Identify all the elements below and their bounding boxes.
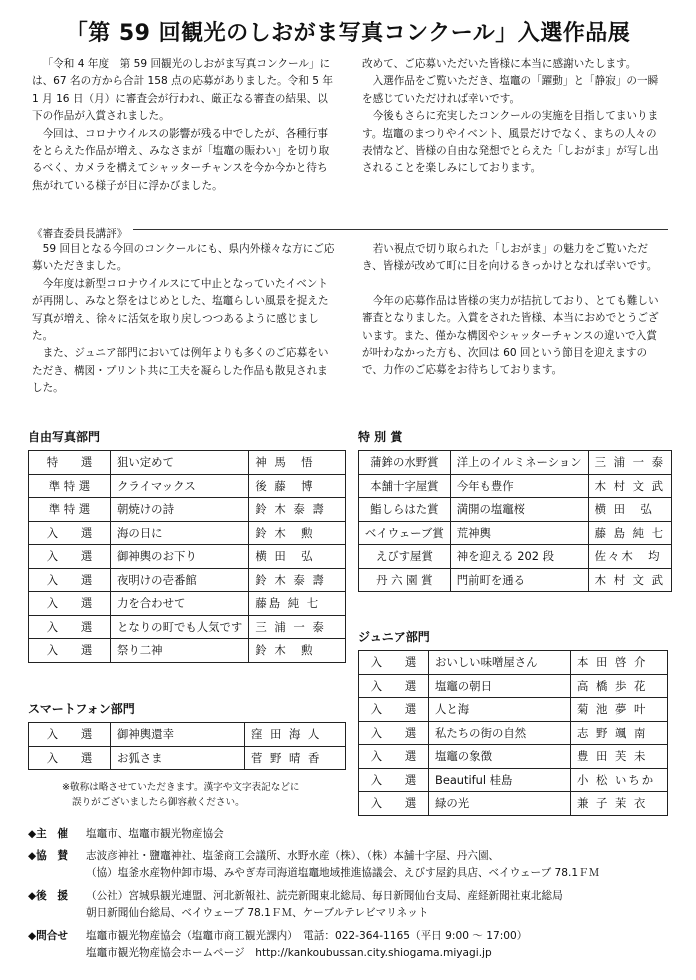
- work-title-cell: 祭り二神: [111, 639, 249, 663]
- table-row: [359, 792, 668, 816]
- award-cell: 入 選: [359, 745, 429, 769]
- work-title-cell: 人と海: [429, 698, 571, 722]
- special-table: [358, 450, 672, 592]
- award-cell: 鮨しらはた賞: [359, 498, 451, 522]
- author-cell: 鈴 木 勲: [249, 639, 346, 663]
- table-row: [359, 698, 668, 722]
- review-paragraph: また、ジュニア部門においては例年よりも多くのご応募をいただき、構図・プリント共に工夫を凝らした作品も散見されました。: [32, 347, 329, 395]
- work-title-cell: お狐さま: [111, 746, 245, 770]
- smartphone-section-title: スマートフォン部門: [28, 702, 135, 716]
- junior-section-title: ジュニア部門: [358, 630, 430, 644]
- table-row: [359, 474, 672, 498]
- author-cell: 後 藤 博: [249, 474, 346, 498]
- work-title-cell: 御神輿還幸: [111, 723, 245, 747]
- table-row: [359, 545, 672, 569]
- award-cell: 入 選: [29, 639, 111, 663]
- table-row: [359, 745, 668, 769]
- table-row: [359, 521, 672, 545]
- work-title-cell: 今年も豊作: [450, 474, 588, 498]
- table-row: [29, 474, 346, 498]
- page-title: 「第 59 回観光のしおがま写真コンクール」入選作品展: [65, 21, 631, 46]
- author-cell: 兼 子 茉 衣: [571, 792, 668, 816]
- author-cell: 高 橋 歩 花: [571, 674, 668, 698]
- author-cell: 三 浦 一 泰: [249, 615, 346, 639]
- info-support: [28, 888, 563, 922]
- author-cell: 藤 島 純 七: [588, 521, 671, 545]
- table-row: [29, 568, 346, 592]
- award-cell: 蒲鉾の水野賞: [359, 451, 451, 475]
- review-paragraph: 今年の応募作品は皆様の実力が拮抗しており、とても難しい審査となりました。入賞をされた皆様、本当におめでとうございます。また、僅かな構図やシャッターチャンスの違いで入賞が叶わなかった方も、次回は 60 回という節目を迎えますので、力作のご応募をお待ちしております。: [362, 294, 659, 377]
- table-row: [29, 545, 346, 569]
- review-left: [32, 241, 337, 398]
- table-row: [359, 451, 672, 475]
- award-cell: えびす屋賞: [359, 545, 451, 569]
- author-cell: 菅 野 晴 香: [245, 746, 346, 770]
- review-paragraph: 今年度は新型コロナウイルスにて中止となっていたイベントが再開し、みなと祭をはじめとした、塩竈らしい風景を捉えた写真が増え、徐々に活気を取り戻しつつあるように感じました。: [32, 277, 329, 343]
- work-title-cell: 神を迎える 202 段: [450, 545, 588, 569]
- work-title-cell: 門前町を通る: [450, 568, 588, 592]
- author-cell: 横 田 弘: [588, 498, 671, 522]
- award-cell: 丹 六 園 賞: [359, 568, 451, 592]
- free-section-title: 自由写真部門: [28, 430, 101, 444]
- work-title-cell: 緑の光: [429, 792, 571, 816]
- table-row: [29, 498, 346, 522]
- intro-paragraph: 「令和 4 年度 第 59 回観光のしおがま写真コンクール」には、67 名の方から合計 158 点の応募がありました。令和 5 年 1 月 16 日（月）に審査会が行われ、厳正なる審査の結果、以下の作品が入賞されました。: [32, 58, 333, 123]
- intro-right: [362, 56, 667, 178]
- info-organizer: [28, 826, 224, 843]
- author-cell: 神 馬 悟: [249, 451, 346, 475]
- author-cell: 志 野 颯 南: [571, 721, 668, 745]
- info-line: 朝日新聞仙台総局、ベイウェーブ 78.1ＦＭ、ケーブルテレビマリネット: [86, 907, 429, 919]
- info-line: 塩竈市観光物産協会（塩竈市商工観光課内） 電話：022-364-1165（平日 9:00 ～ 17:00）: [86, 930, 528, 942]
- award-cell: 入 選: [29, 592, 111, 616]
- award-cell: 入 選: [29, 521, 111, 545]
- author-cell: 木 村 文 武: [588, 568, 671, 592]
- special-section-title: 特 別 賞: [358, 430, 403, 444]
- info-line: （公社）宮城県観光連盟、河北新報社、読売新聞東北総局、毎日新聞仙台支局、産経新聞社東北総局: [86, 890, 563, 902]
- author-cell: 藤島 純 七: [249, 592, 346, 616]
- info-label: ◆協 賛: [28, 850, 68, 862]
- author-cell: 木 村 文 武: [588, 474, 671, 498]
- intro-paragraph: 入選作品をご覧いただき、塩竈の「躍動」と「静寂」の一瞬を感じていただければ幸いです。: [362, 75, 659, 105]
- author-cell: 本 田 啓 介: [571, 651, 668, 675]
- intro-paragraph: 今後もさらに充実したコンクールの実施を目指してまいります。塩竈のまつりやイベント、風景だけでなく、まちの人々の表情など、皆様の自由な発想でとらえた「しおがま」が写し出されることを楽しみにしております。: [362, 110, 659, 175]
- award-cell: 入 選: [29, 615, 111, 639]
- review-heading: [32, 222, 668, 240]
- award-cell: 特 選: [29, 451, 111, 475]
- award-cell: 入 選: [359, 651, 429, 675]
- table-row: [359, 674, 668, 698]
- author-cell: 鈴 木 勲: [249, 521, 346, 545]
- info-line: 塩竈市、塩竈市観光物産協会: [86, 828, 224, 840]
- info-contact: [28, 928, 527, 962]
- table-row: [29, 451, 346, 475]
- table-row: [29, 746, 346, 770]
- table-row: [29, 639, 346, 663]
- info-label: ◆問合せ: [28, 930, 68, 942]
- work-title-cell: 力を合わせて: [111, 592, 249, 616]
- award-cell: 入 選: [359, 721, 429, 745]
- author-cell: 小 松 いちか: [571, 768, 668, 792]
- table-row: [29, 521, 346, 545]
- award-cell: 入 選: [359, 792, 429, 816]
- work-title-cell: 御神輿のお下り: [111, 545, 249, 569]
- work-title-cell: となりの町でも人気です: [111, 615, 249, 639]
- junior-table: [358, 650, 668, 816]
- award-cell: 入 選: [29, 568, 111, 592]
- award-cell: 入 選: [359, 674, 429, 698]
- work-title-cell: 狙い定めて: [111, 451, 249, 475]
- review-right: [362, 241, 667, 380]
- work-title-cell: 洋上のイルミネーション: [450, 451, 588, 475]
- intro-paragraph: 改めて、ご応募いただいた皆様に本当に感謝いたします。: [362, 58, 637, 70]
- author-cell: 佐々木 均: [588, 545, 671, 569]
- award-cell: 本舗十字屋賞: [359, 474, 451, 498]
- award-cell: 入 選: [29, 746, 111, 770]
- work-title-cell: 塩竈の象徴: [429, 745, 571, 769]
- table-row: [29, 615, 346, 639]
- note-line: 誤りがございましたら御容赦ください。: [72, 797, 245, 808]
- info-line: 志波彦神社・鹽竈神社、塩釜商工会議所、水野水産（株）、（株）本舗十字屋、丹六園、: [86, 850, 500, 862]
- award-cell: 入 選: [29, 723, 111, 747]
- table-row: [359, 568, 672, 592]
- author-cell: 窪 田 海 人: [245, 723, 346, 747]
- award-cell: 入 選: [29, 545, 111, 569]
- author-cell: 鈴 木 泰 壽: [249, 568, 346, 592]
- intro-left: [32, 56, 337, 195]
- work-title-cell: クライマックス: [111, 474, 249, 498]
- author-cell: 三 浦 一 泰: [588, 451, 671, 475]
- table-row: [29, 592, 346, 616]
- author-cell: 鈴 木 泰 壽: [249, 498, 346, 522]
- table-row: [359, 721, 668, 745]
- award-cell: 入 選: [359, 698, 429, 722]
- work-title-cell: 私たちの街の自然: [429, 721, 571, 745]
- table-row: [29, 723, 346, 747]
- note-line: ※敬称は略させていただきます。漢字や文字表記などに: [62, 782, 300, 793]
- review-heading-text: 《審査委員長講評》: [32, 228, 133, 240]
- award-cell: 準 特 選: [29, 498, 111, 522]
- table-row: [359, 498, 672, 522]
- info-line: （協）塩釜水産物仲卸市場、みやぎ寿司海道塩竈地域推進協議会、えびす屋釣具店、ベイウェーブ 78.1ＦＭ: [86, 867, 600, 879]
- author-cell: 横 田 弘: [249, 545, 346, 569]
- info-label: ◆主 催: [28, 828, 68, 840]
- info-label: ◆後 援: [28, 890, 68, 902]
- work-title-cell: Beautiful 桂島: [429, 768, 571, 792]
- award-cell: 準 特 選: [29, 474, 111, 498]
- table-row: [359, 768, 668, 792]
- work-title-cell: 海の日に: [111, 521, 249, 545]
- author-cell: 菊 池 夢 叶: [571, 698, 668, 722]
- work-title-cell: おいしい味噌屋さん: [429, 651, 571, 675]
- author-cell: 豊 田 芙 未: [571, 745, 668, 769]
- award-cell: 入 選: [359, 768, 429, 792]
- review-paragraph: 59 回目となる今回のコンクールにも、県内外様々な方にご応募いただきました。: [32, 243, 335, 273]
- award-cell: ベイウェーブ賞: [359, 521, 451, 545]
- work-title-cell: 朝焼けの詩: [111, 498, 249, 522]
- work-title-cell: 塩竈の朝日: [429, 674, 571, 698]
- smartphone-table: [28, 722, 346, 770]
- review-paragraph: 若い視点で切り取られた「しおがま」の魅力をご覧いただき、皆様が改めて町に目を向けるきっかけとなれば幸いです。: [362, 243, 658, 273]
- intro-paragraph: 今回は、コロナウイルスの影響が残る中でしたが、各種行事をとらえた作品が増え、みなさまが「塩竈の賑わい」を切り取るべく、カメラを構えてシャッターチャンスを今か今かと待ち焦がれている様子が目に浮かびました。: [32, 127, 330, 192]
- work-title-cell: 荒神輿: [450, 521, 588, 545]
- note: [62, 780, 300, 810]
- table-row: [359, 651, 668, 675]
- work-title-cell: 満開の塩竈桜: [450, 498, 588, 522]
- info-sponsors: [28, 848, 599, 882]
- free-table: [28, 450, 346, 663]
- work-title-cell: 夜明けの壱番館: [111, 568, 249, 592]
- info-line: 塩竈市観光物産協会ホームページ http://kankoubussan.city.shiogama.miyagi.jp: [86, 947, 492, 959]
